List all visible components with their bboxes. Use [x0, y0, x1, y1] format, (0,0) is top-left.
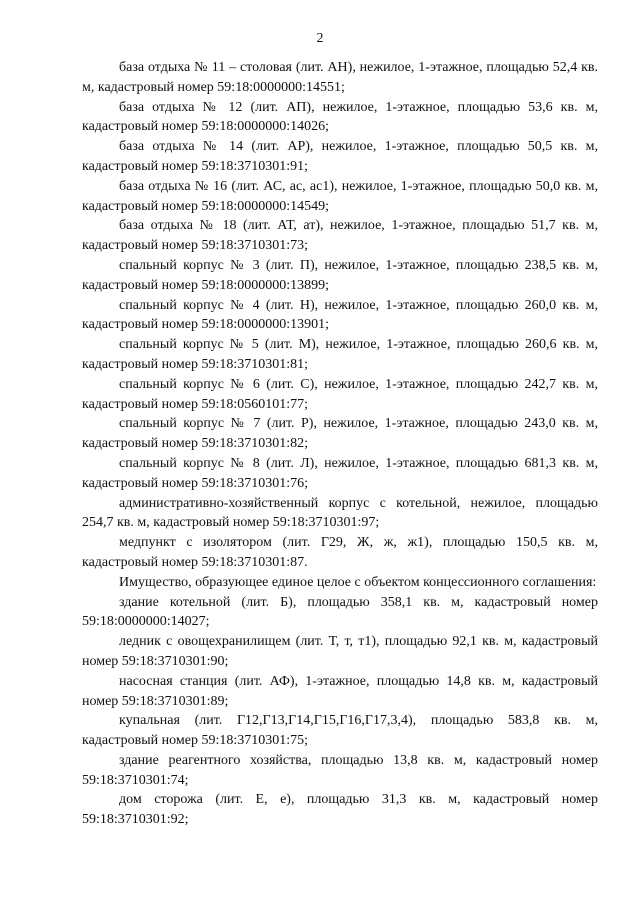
list-item: здание котельной (лит. Б), площадью 358,1 кв. м, кадастровый номер 59:18:0000000:14027; — [82, 594, 598, 630]
list-item: спальный корпус № 7 (лит. Р), нежилое, 1-этажное, площадью 243,0 кв. м, кадастровый номер 59:18:3710301:82; — [82, 416, 598, 452]
list-item: дом сторожа (лит. Е, е), площадью 31,3 кв. м, кадастровый номер 59:18:3710301:92; — [82, 792, 598, 828]
document-body — [82, 58, 598, 830]
list-item: здание реагентного хозяйства, площадью 13,8 кв. м, кадастровый номер 59:18:3710301:74; — [82, 752, 598, 788]
section-heading: Имущество, образующее единое целое с объектом концессионного соглашения: — [119, 574, 597, 590]
list-item: ледник с овощехранилищем (лит. Т, т, т1), площадью 92,1 кв. м, кадастровый номер 59:18:3710301:90; — [82, 634, 598, 669]
list-item: спальный корпус № 3 (лит. П), нежилое, 1-этажное, площадью 238,5 кв. м, кадастровый номер 59:18:0000000:13899; — [82, 257, 598, 293]
list-item: медпункт с изолятором (лит. Г29, Ж, ж, ж1), площадью 150,5 кв. м, кадастровый номер 59:18:3710301:87. — [82, 535, 598, 570]
list-item: спальный корпус № 5 (лит. М), нежилое, 1-этажное, площадью 260,6 кв. м, кадастровый номер 59:18:3710301:81; — [82, 337, 598, 372]
list-item: насосная станция (лит. АФ), 1-этажное, площадью 14,8 кв. м, кадастровый номер 59:18:3710301:89; — [82, 673, 598, 709]
list-item: база отдыха № 11 – столовая (лит. АН), нежилое, 1-этажное, площадью 52,4 кв. м, кадастровый номер 59:18:0000000:14551; — [82, 60, 598, 95]
list-item: база отдыха № 16 (лит. АС, ас, ас1), нежилое, 1-этажное, площадью 50,0 кв. м, кадастровый номер 59:18:0000000:14549; — [82, 178, 598, 214]
list-item: административно-хозяйственный корпус с котельной, нежилое, площадью 254,7 кв. м, кадастровый номер 59:18:3710301:97; — [82, 495, 598, 531]
page-number: 2 — [316, 31, 324, 46]
list-item: спальный корпус № 6 (лит. С), нежилое, 1-этажное, площадью 242,7 кв. м, кадастровый номер 59:18:0560101:77; — [82, 376, 598, 412]
list-item: база отдыха № 18 (лит. АТ, ат), нежилое, 1-этажное, площадью 51,7 кв. м, кадастровый номер 59:18:3710301:73; — [82, 218, 598, 254]
list-item: спальный корпус № 4 (лит. Н), нежилое, 1-этажное, площадью 260,0 кв. м, кадастровый номер 59:18:0000000:13901; — [82, 297, 598, 333]
list-item: купальная (лит. Г12,Г13,Г14,Г15,Г16,Г17,3,4), площадью 583,8 кв. м, кадастровый номер 59:18:3710301:75; — [82, 713, 598, 749]
list-item: спальный корпус № 8 (лит. Л), нежилое, 1-этажное, площадью 681,3 кв. м, кадастровый номер 59:18:3710301:76; — [82, 455, 598, 491]
list-item: база отдыха № 14 (лит. АР), нежилое, 1-этажное, площадью 50,5 кв. м, кадастровый номер 59:18:3710301:91; — [82, 139, 598, 174]
list-item: база отдыха № 12 (лит. АП), нежилое, 1-этажное, площадью 53,6 кв. м, кадастровый номер 59:18:0000000:14026; — [82, 99, 598, 135]
